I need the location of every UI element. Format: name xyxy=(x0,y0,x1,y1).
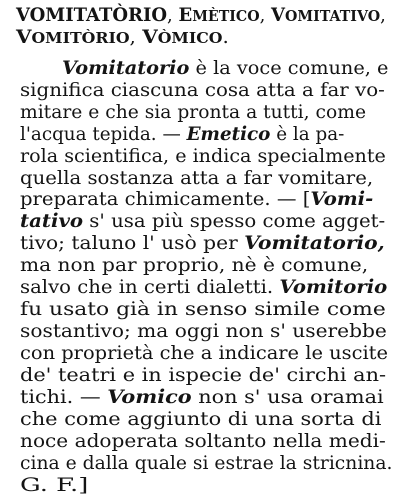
line-text: ma non par proprio, nè è comune, xyxy=(20,254,369,276)
line-text: tivo; taluno l' usò per xyxy=(20,232,245,254)
headword-text: V xyxy=(16,26,32,48)
line-text: significa ciascuna cosa atta a far vo- xyxy=(20,79,385,101)
entry-text-line xyxy=(20,276,387,298)
entry-text-line xyxy=(20,188,373,210)
entry-text-line xyxy=(62,57,388,79)
entry-text-line xyxy=(20,123,344,145)
cited-term: Vomitatorio xyxy=(62,57,190,79)
line-text: , xyxy=(380,4,386,26)
entry-text-line xyxy=(20,210,385,232)
headword-text: OMITÒRIO xyxy=(31,29,130,47)
headword-text: V xyxy=(271,4,285,26)
entry-headword-line xyxy=(16,26,229,49)
headword-text: E xyxy=(178,4,193,26)
entry-headword-line xyxy=(16,4,386,27)
line-text: , xyxy=(129,26,143,48)
entry-text-line xyxy=(20,254,368,276)
entry-text-line xyxy=(20,386,384,408)
entry-text-line xyxy=(20,364,386,386)
line-text: è la pa- xyxy=(270,123,345,145)
line-text: mitare e che sia pronta a tutti, come xyxy=(20,101,366,123)
cited-term: Vomico xyxy=(107,386,192,408)
headword-text: V xyxy=(142,26,158,48)
entry-text-line xyxy=(20,167,373,189)
entry-text-line xyxy=(20,474,88,496)
entry-text-line xyxy=(20,145,386,167)
entry-text-line xyxy=(20,408,381,430)
cited-term: Emetico xyxy=(186,123,271,145)
line-text: tichi. — xyxy=(20,386,108,408)
line-text: cina e dalla quale si estrae la stricnina. xyxy=(20,452,393,474)
line-text: s' usa più spesso come agget- xyxy=(83,210,386,232)
line-text: noce adoperata soltanto nella medi- xyxy=(20,430,386,452)
cited-term: tativo xyxy=(20,210,84,232)
entry-text-line xyxy=(20,232,385,254)
entry-text-line xyxy=(20,342,388,364)
line-text: de' teatri e in ispecie de' circhi an- xyxy=(20,364,387,386)
line-text: quella sostanza atta a far vomitare, xyxy=(20,167,374,189)
line-text: . xyxy=(222,26,229,48)
line-text: salvo che in certi dialetti. xyxy=(20,276,280,298)
line-text: l'acqua tepida. — xyxy=(20,123,187,145)
line-text: preparata chimicamente. — [ xyxy=(20,188,311,210)
line-text: , xyxy=(167,4,179,26)
line-text: , xyxy=(259,4,272,26)
entry-text-line xyxy=(20,430,386,452)
cited-term: Vomitatorio, xyxy=(244,232,385,254)
headword-text: OMITATIVO xyxy=(284,7,381,25)
entry-text-line xyxy=(20,320,387,342)
line-text: fu usato già in senso simile come xyxy=(20,298,386,320)
entry-text-line xyxy=(20,101,366,123)
line-text: non s' usa oramai xyxy=(191,386,384,408)
line-text: con proprietà che a indicare le uscite xyxy=(20,342,388,364)
headword-text: MÈTICO xyxy=(192,7,260,25)
line-text: sostantivo; ma oggi non s' userebbe xyxy=(20,320,387,342)
cited-term: Vomi- xyxy=(310,188,374,210)
line-text: che come aggiunto di una sorta di xyxy=(20,408,382,430)
cited-term: Vomitorio xyxy=(279,276,388,298)
line-text: è la voce comune, e xyxy=(189,57,389,79)
headword-text: VOMITATÒRIO xyxy=(16,4,168,26)
entry-text-line xyxy=(20,298,386,320)
line-text: rola scientifica, e indica specialmente xyxy=(20,145,386,167)
entry-text-line xyxy=(20,79,385,101)
headword-text: ÒMICO xyxy=(157,29,223,47)
line-text: G. F.] xyxy=(20,474,89,496)
